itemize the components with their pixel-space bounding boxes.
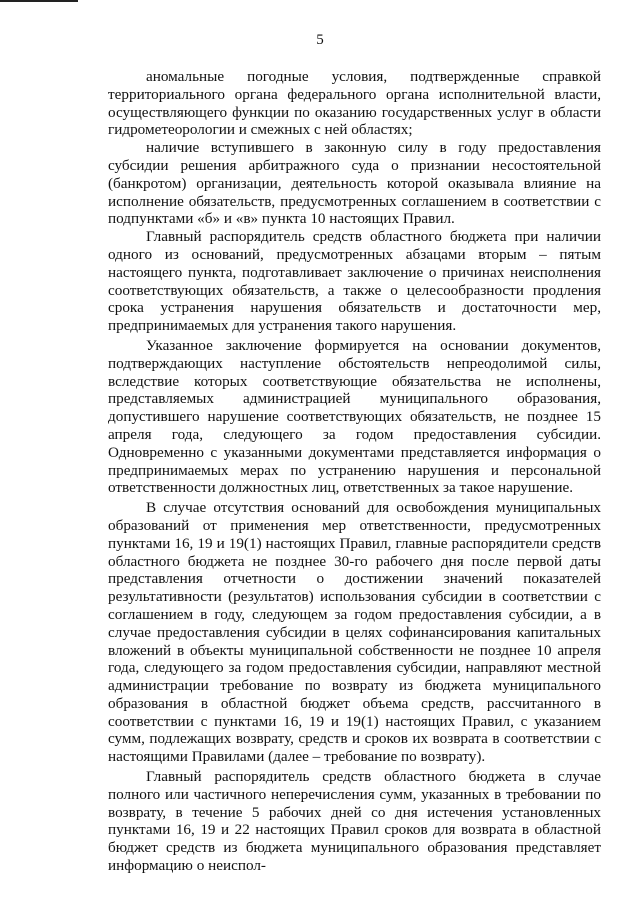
- paragraph-main-manager-conclusion: Главный распорядитель средств областного бюджета при наличии одного из оснований, предусмотренных абзацами вторым – пятым настоящего пункта, подготавливает заключение о причинах неисполнения соответствующих обязательств, а также о целесообразности продления срока устранения нарушения обязательств и достаточности мер, предпринимаемых для устранения такого нарушения.: [108, 228, 601, 335]
- paragraph-conclusion-basis: Указанное заключение формируется на основании документов, подтверждающих наступление обстоятельств непреодолимой силы, вследствие которых соответствующие обязательства не исполнены, представляемых администрацией муниципального образования, допустившего нарушение соответствующих обязательств, не позднее 15 апреля года, следующего за годом предоставления субсидии. Одновременно с указанными документами представляется информация о предпринимаемых мерах по устранению нарушения и персональной ответственности должностных лиц, ответственных за такое нарушение.: [108, 336, 601, 497]
- paragraph-weather-conditions: аномальные погодные условия, подтвержденные справкой территориального органа федерального органа исполнительной власти, осуществляющего функции по оказанию государственных услуг в области гидрометеорологии и смежных с ней областях;: [108, 68, 601, 139]
- header-rule: [0, 0, 78, 2]
- paragraph-non-transfer: Главный распорядитель средств областного бюджета в случае полного или частичного неперечисления сумм, указанных в требовании по возврату, в течение 5 рабочих дней со дня истечения установленных пунктами 16, 19 и 22 настоящих Правил сроков для возврата в областной бюджет средств из бюджета муниципального образования представляет информацию о неиспол-: [108, 768, 601, 875]
- paragraph-arbitration-decision: наличие вступившего в законную силу в году предоставления субсидии решения арбитражного суда о признании несостоятельной (банкротом) организации, деятельность которой оказывала влияние на исполнение обязательств, предусмотренных соглашением в соответствии с подпунктами «б» и «в» пункта 10 настоящих Правил.: [108, 139, 601, 228]
- document-body: [108, 68, 601, 875]
- paragraph-return-requirement: В случае отсутствия оснований для освобождения муниципальных образований от применения мер ответственности, предусмотренных пунктами 16, 19 и 19(1) настоящих Правил, главные распорядители средств областного бюджета не позднее 30-го рабочего дня после первой даты представления отчетности о достижении значений показателей результативности (результатов) использования субсидии в соответствии с соглашением в году, следующем за годом предоставления субсидии, а в случае предоставления субсидии в целях софинансирования капитальных вложений в объекты муниципальной собственности не позднее 10 апреля года, следующего за годом предоставления субсидии, направляют местной администрации требование по возврату из бюджета муниципального образования в областной бюджет объема средств, рассчитанного в соответствии с пунктами 16, 19 и 19(1) настоящих Правил, с указанием сумм, подлежащих возврату, средств и сроков их возврата в соответствии с настоящими Правилами (далее – требование по возврату).: [108, 499, 601, 766]
- page-number: 5: [316, 32, 324, 48]
